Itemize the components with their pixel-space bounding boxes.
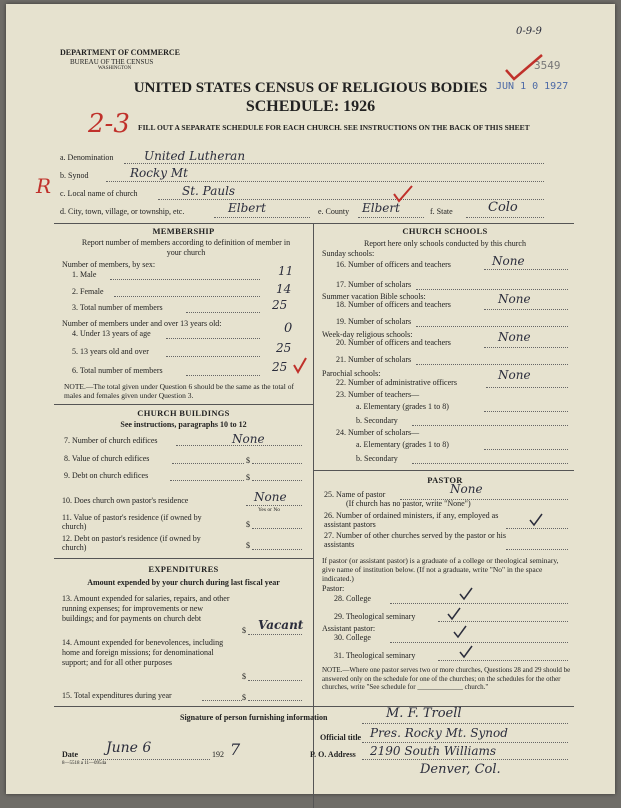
pastor-heading: PASTOR [427,475,463,485]
form-title: UNITED STATES CENSUS OF RELIGIOUS BODIES [133,80,488,96]
q10-value: None [254,490,287,504]
red-letter-mark: R [36,174,52,198]
address-label: P. O. Address [310,750,356,759]
q20-label: 20. Number of officers and teachers [336,338,451,347]
denomination-label: a. Denomination [60,153,114,162]
q28-label: 28. College [334,594,371,603]
q19-label: 19. Number of scholars [336,317,412,326]
q18-value: None [498,292,531,306]
q1-value: 11 [278,264,294,278]
schools-heading: CHURCH SCHOOLS [402,226,488,236]
buildings-sub: See instructions, paragraphs 10 to 12 [120,420,247,429]
q22-value: None [498,368,531,382]
corner-note: 0-9-9 [516,26,542,37]
checkmark-icon [528,512,544,528]
county-value: Elbert [362,201,400,215]
vacation-heading: Summer vacation Bible schools: [322,292,426,301]
county-label: e. County [318,207,350,216]
department-name: DEPARTMENT OF COMMERCE [60,48,181,57]
q21-label: 21. Number of scholars [336,355,412,364]
expenditures-sub: Amount expended by your church during last fiscal year [87,578,280,587]
stamp-number: 3549 [534,59,561,72]
checkmark-icon [392,184,414,204]
official-title-value: Pres. Rocky Mt. Synod [370,726,508,740]
q23a-label: a. Elementary (grades 1 to 8) [356,402,449,411]
checkmark-icon [292,357,308,375]
weekday-heading: Week-day religious schools: [322,330,413,339]
q7-label: 7. Number of church edifices [64,436,158,445]
q2-label: 2. Female [72,287,104,296]
q12-label: 12. Debt on pastor's residence (if owned by church) [62,534,201,552]
year-prefix: 192 [212,750,224,759]
bureau-name: BUREAU OF THE CENSUS [70,58,154,66]
assistant-sublabel: Assistant pastor: [322,624,376,633]
synod-value: Rocky Mt [130,166,188,180]
checkmark-icon [452,624,468,640]
q20-value: None [498,330,531,344]
q29-label: 29. Theological seminary [334,612,416,621]
q16-label: 16. Number of officers and teachers [336,260,451,269]
q9-label: 9. Debt on church edifices [64,471,149,480]
schedule-year: SCHEDULE: 1926 [245,98,376,115]
city-label: d. City, town, village, or township, etc. [60,207,185,216]
checkmark-icon [458,586,474,602]
q22-label: 22. Number of administrative officers [336,378,457,387]
q27-label: 27. Number of other churches served by the pastor or his assistants [324,531,506,549]
q24b-label: b. Secondary [356,454,398,463]
q5-value: 25 [276,341,292,355]
local-name-label: c. Local name of church [60,189,138,198]
pastor-note: NOTE.—Where one pastor serves two or more churches, Questions 28 and 29 should be answered only on the schedule for one of the churches; on the schedules for the other churches, write "See schedule for _____________ church." [322,666,571,691]
date-label: Date [62,750,78,759]
graduate-note: If pastor (or assistant pastor) is a graduate of a college or theological seminary, give name of institution below. (If not a graduate, write "No" in the space indicated.) [322,556,559,583]
q23b-label: b. Secondary [356,416,398,425]
q8-label: 8. Value of church edifices [64,454,150,463]
date-value: June 6 [106,740,152,756]
official-title-label: Official title [320,733,362,742]
received-date-stamp: JUN 1 0 1927 [496,81,569,92]
signature-value: M. F. Troell [386,706,462,721]
q16-value: None [492,254,525,268]
q6-value: 25 [272,360,288,374]
q18-label: 18. Number of officers and teachers [336,300,451,309]
state-label: f. State [430,207,453,216]
q13-value: Vacant [258,618,304,632]
q10-label: 10. Does church own pastor's residence [62,496,189,505]
address-line-1: 2190 South Williams [370,744,497,758]
q25-hint: (If church has no pastor, write "None") [346,499,471,508]
local-name-value: St. Pauls [182,184,236,198]
q25-value: None [450,482,483,496]
q2-value: 14 [276,282,292,296]
separate-schedule-instruction: FILL OUT A SEPARATE SCHEDULE FOR EACH CHURCH. SEE INSTRUCTIONS ON THE BACK OF THIS SHEET [138,123,530,132]
address-line-2: Denver, Col. [420,762,501,777]
q26-label: 26. Number of ordained ministers, if any, employed as assistant pastors [324,511,499,529]
q5-label: 5. 13 years old and over [72,347,149,356]
q13-label: 13. Amount expended for salaries, repairs, and other running expenses; for improvements or new buildings; and for payments on church debt [62,594,230,623]
schools-intro: Report here only schools conducted by this church [364,239,526,248]
denomination-value: United Lutheran [144,149,246,163]
by-sex-label: Number of members, by sex: [62,260,156,269]
state-value: Colo [488,200,518,215]
q14-label: 14. Amount expended for benevolences, including home and foreign missions; for denominational support; and for all other purposes [62,638,224,667]
q17-label: 17. Number of scholars [336,280,412,289]
city-name: WASHINGTON [98,66,132,71]
city-value: Elbert [228,201,266,215]
buildings-heading: CHURCH BUILDINGS [137,408,230,418]
expenditures-heading: EXPENDITURES [148,564,219,574]
q11-label: 11. Value of pastor's residence (if owned by church) [62,513,202,531]
q3-value: 25 [272,298,288,312]
q15-label: 15. Total expenditures during year [62,691,172,700]
membership-intro: Report number of members according to definition of member in your church [81,238,291,257]
q1-label: 1. Male [72,270,97,279]
red-number-mark: 2-3 [88,109,130,139]
membership-heading: MEMBERSHIP [152,226,215,236]
q31-label: 31. Theological seminary [334,651,416,660]
q7-value: None [232,432,265,446]
q23-label: 23. Number of teachers— [336,390,420,399]
q10-hint: Yes or No [258,507,281,513]
checkmark-icon [458,644,474,660]
membership-note: NOTE.—The total given under Question 6 should be the same as the total of males and females given under Question 3. [64,382,294,400]
q4-value: 0 [284,321,293,336]
parochial-heading: Parochial schools: [322,369,381,378]
census-schedule-sheet: 0-9-9 3549 JUN 1 0 1927 DEPARTMENT OF COMMERCE BUREAU OF THE CENSUS WASHINGTON UNITED STATES CENSUS OF RELIGIOUS BODIES SCHEDULE: 1926 FILL OUT A SEPARATE SCHEDULE FOR EACH CHURCH. SEE INSTRUCTIONS ON THE BACK OF THIS SHEET 2-3 R a. Denomination United Lutheran b. Synod Rocky Mt c. Local name of church St. Pauls d. City, town, village, or township, etc. Elbert e. County Elbert f. State Colo MEMBERSHIP Report number of members according to definition of member in your church Number of members, by sex: 1. Male 11 2. Female 14 3. Total number of members 25 Number of members under and over 13 years old: 4. Under 13 years of age 0 5. 13 years old and over 25 6. Total number of members 25 NOTE.—The total given under Question 6 should be the same as the total of males and females given under Question 3. CHURCH BUILDINGS See instructions, paragraphs 10 to 12 7. Number of church edifices None 8. Value of church edifices $ 9. Debt on church edifices $ 10. Does church own pastor's residence None Yes or No 11. Value of pastor's residence (if owned by church) $ 12. Debt on pastor's residence (if owned by church) $ EXPENDITURES Amount expended by your church during last fiscal year 13. Amount expended for salaries, repairs, and other running expenses; for improvements or new buildings; and for payments on church debt $ Vacant 14. Amount expended for benevolences, including home and foreign missions; for denominational support; and for all other purposes $ 15. Total expenditures during year $ CHURCH SCHOOLS Report here only schools conducted by this church Sunday schools: 16. Number of officers and teachers None 17. Number of scholars Summer vacation Bible schools: 18. Number of officers and teachers None 19. Number of scholars Week-day religious schools: 20. Number of officers and teachers None 21. Number of scholars Parochial schools: 22. Number of administrative officers None 23. Number of teachers— a. Elementary (grades 1 to 8) b. Secondary 24. Number of scholars— a. Elementary (grades 1 to 8) b. Secondary PASTOR 25. Name of pastor None (If church has no pastor, write "None") 26. Number of ordained ministers, if any, employed as assistant pastors 27. Number of other churches served by the pastor or his assistants If pastor (or assistant pastor) is a graduate of a college or theological seminary, give name of institution below. (If not a graduate, write "No" in the space indicated.) Pastor: 28. College 29. Theological seminary Assistant pastor: 30. College 31. Theological seminary NOTE.—Where one pastor serves two or more churches, Questions 28 and 29 should be answered only on the schedule for one of the churches; on the schedules for the other churches, write "See schedule for _____________ church." Signature of person furnishing information M. F. Troell Official title Pres. Rocky Mt. Synod Date June 6 192 7 8—5518 a 11—0954a P. O. Address 2190 South Williams Denver, Col. [6,4,615,794]
signature-label: Signature of person furnishing information [180,713,328,722]
q30-label: 30. College [334,633,371,642]
print-code: 8—5518 a 11—0954a [62,761,107,766]
pastor-sublabel: Pastor: [322,584,345,593]
synod-label: b. Synod [60,171,89,180]
q24-label: 24. Number of scholars— [336,428,420,437]
q3-label: 3. Total number of members [72,303,163,312]
checkmark-icon [446,606,462,622]
q4-label: 4. Under 13 years of age [72,329,151,338]
year-value: 7 [230,740,241,759]
age-heading: Number of members under and over 13 years old: [62,319,222,328]
q24a-label: a. Elementary (grades 1 to 8) [356,440,449,449]
checkmark-icon [504,52,544,82]
q25-label: 25. Name of pastor [324,490,386,499]
q6-label: 6. Total number of members [72,366,163,375]
sunday-heading: Sunday schools: [322,249,375,258]
